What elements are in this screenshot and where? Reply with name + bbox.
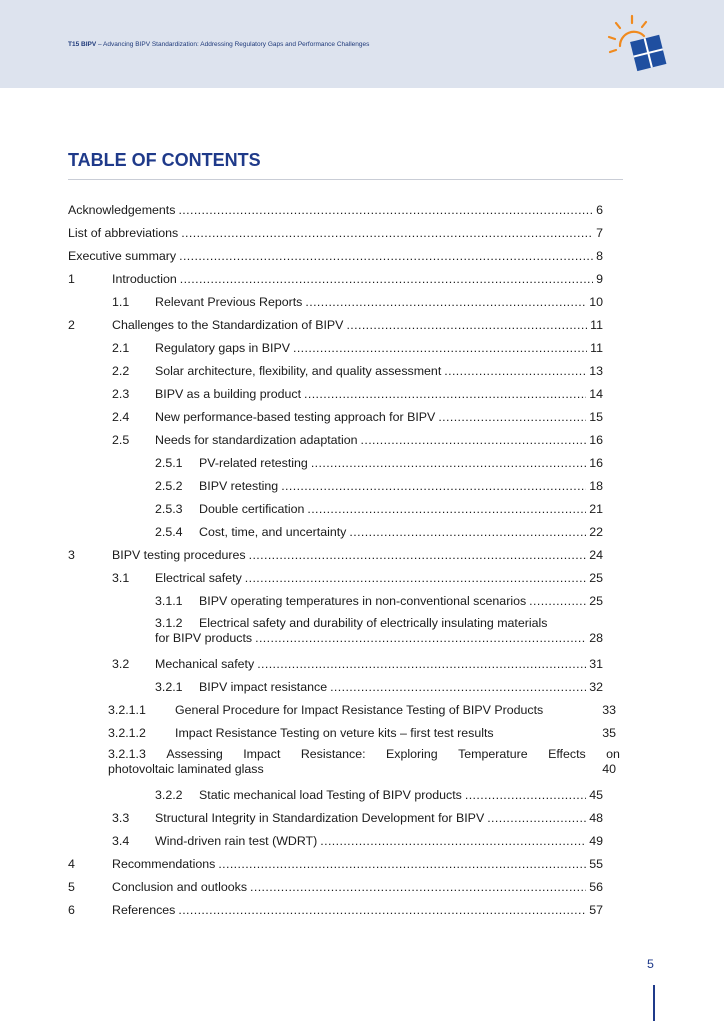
toc-entry-page: 10 <box>589 295 603 309</box>
toc-leader-dots <box>346 318 587 332</box>
toc-entry-number: 2.5.2 <box>155 479 183 493</box>
toc-entry[interactable] <box>112 295 603 309</box>
toc-leader-dots <box>311 456 586 470</box>
toc-entry-title: BIPV retesting <box>199 479 279 493</box>
toc-entry-page: 33 <box>602 703 616 717</box>
toc-entry-title: Executive summary <box>68 249 177 263</box>
toc-entry-number: 3.3 <box>112 811 130 825</box>
toc-entry-page: 16 <box>589 456 603 470</box>
toc-entry-title: Wind-driven rain test (WDRT) <box>155 834 318 848</box>
toc-leader-dots <box>180 272 593 286</box>
toc-leader-dots <box>361 433 587 447</box>
toc-entry-title: References <box>112 903 176 917</box>
toc-leader-dots <box>178 903 586 917</box>
toc-leader-dots <box>218 857 586 871</box>
toc-entry-number: 4 <box>68 857 75 871</box>
toc-entry[interactable] <box>68 903 603 917</box>
toc-entry-number: 2.2 <box>112 364 130 378</box>
toc-entry-page: 15 <box>589 410 603 424</box>
toc-leader-dots <box>178 203 593 217</box>
toc-leader-dots <box>444 364 586 378</box>
toc-entry-title: Cost, time, and uncertainty <box>199 525 347 539</box>
toc-entry-title: BIPV operating temperatures in non-conventional scenarios <box>199 594 527 608</box>
toc-entry-title: Solar architecture, flexibility, and quality assessment <box>155 364 442 378</box>
toc-entry[interactable] <box>112 387 603 401</box>
toc-entry-number: 3.4 <box>112 834 130 848</box>
header-band <box>0 0 724 88</box>
toc-entry-page: 28 <box>589 631 603 645</box>
toc-entry-number: 2.1 <box>112 341 130 355</box>
toc-entry-title-word: Resistance: <box>300 747 366 761</box>
toc-entry-number: 2.4 <box>112 410 130 424</box>
toc-leader-dots <box>307 502 586 516</box>
toc-entry-title: Mechanical safety <box>155 657 255 671</box>
page-number-bar <box>653 985 655 1021</box>
toc-entry-page: 48 <box>589 811 603 825</box>
toc-entry-number: 3.2.1.3 <box>108 747 146 761</box>
toc-entry-page: 11 <box>590 341 603 355</box>
toc-entry-number: 2.5.4 <box>155 525 183 539</box>
toc-entry-number: 3.2.1 <box>155 680 183 694</box>
toc-entry-number: 3.2.1.1 <box>108 703 146 717</box>
toc-entry-line-2 <box>108 762 620 777</box>
toc-entry[interactable] <box>155 456 603 470</box>
toc-entry-number: 2.5.3 <box>155 502 183 516</box>
toc-entry-title: Relevant Previous Reports <box>155 295 303 309</box>
toc-entry-page: 9 <box>596 272 603 286</box>
toc-entry-title: Recommendations <box>112 857 216 871</box>
toc-entry-page: 6 <box>596 203 603 217</box>
toc-entry[interactable] <box>155 594 603 608</box>
toc-entry[interactable] <box>68 203 603 217</box>
toc-entry-number: 3.2.1.2 <box>108 726 146 740</box>
toc-entry[interactable] <box>112 811 603 825</box>
toc-entry-title: Structural Integrity in Standardization Development for BIPV <box>155 811 485 825</box>
toc-entry-number: 3 <box>68 548 75 562</box>
toc-entry[interactable] <box>155 502 603 516</box>
toc-leader-dots <box>465 788 586 802</box>
toc-entry-page: 25 <box>589 594 603 608</box>
toc-entry-page: 56 <box>589 880 603 894</box>
toc-entry-number: 3.1 <box>112 571 130 585</box>
toc-entry-title-word: Effects <box>548 747 586 761</box>
toc-leader-dots <box>249 548 587 562</box>
toc-entry-title: Electrical safety and durability of electrically insulating materials <box>199 616 548 630</box>
toc-entry-title-word: Exploring <box>386 747 438 761</box>
toc-entry[interactable] <box>68 857 603 871</box>
toc-entry-title: Challenges to the Standardization of BIPV <box>112 318 344 332</box>
toc-entry-page: 21 <box>589 502 603 516</box>
toc-entry-line-2 <box>155 631 603 646</box>
toc-entry[interactable] <box>155 525 603 539</box>
toc-entry-title: Static mechanical load Testing of BIPV products <box>199 788 462 802</box>
toc-entry-title: BIPV impact resistance <box>199 680 328 694</box>
toc-leader-dots <box>305 295 586 309</box>
toc-entry-number: 1.1 <box>112 295 130 309</box>
toc-entry-page: 32 <box>589 680 603 694</box>
toc-entry-number: 6 <box>68 903 75 917</box>
toc-entry[interactable] <box>68 318 603 332</box>
toc-entry-number: 2 <box>68 318 75 332</box>
toc-entry-title-word: Assessing <box>166 747 223 761</box>
toc-entry[interactable] <box>108 747 620 777</box>
running-header-bold: T15 BIPV <box>68 41 97 48</box>
toc-leader-dots <box>179 249 593 263</box>
toc-entry-title-word: Impact <box>243 747 281 761</box>
toc-entry[interactable] <box>155 616 613 646</box>
toc-leader-dots <box>255 631 586 646</box>
toc-entry[interactable] <box>68 548 603 562</box>
toc-leader-dots <box>245 571 586 585</box>
toc-entry-number: 3.2.2 <box>155 788 183 802</box>
toc-entry-title-continued: for BIPV products <box>155 631 253 645</box>
toc-entry-page: 13 <box>589 364 603 378</box>
toc-entry-title: Electrical safety <box>155 571 242 585</box>
toc-leader-dots <box>181 226 593 240</box>
toc-leader-dots <box>250 880 586 894</box>
toc-entry-title: PV-related retesting <box>199 456 308 470</box>
toc-entry[interactable] <box>112 657 603 671</box>
toc-entry[interactable] <box>108 703 620 717</box>
toc-entry-page: 45 <box>589 788 603 802</box>
title-divider <box>68 179 623 180</box>
toc-entry[interactable] <box>108 726 620 740</box>
toc-entry-page: 25 <box>589 571 603 585</box>
toc-entry-page: 18 <box>589 479 603 493</box>
toc-entry-title: Double certification <box>199 502 305 516</box>
toc-entry[interactable] <box>68 880 603 894</box>
toc-entry-page: 7 <box>596 226 603 240</box>
toc-entry-page: 40 <box>602 762 616 776</box>
toc-entry-title: List of abbreviations <box>68 226 179 240</box>
toc-entry-title: Regulatory gaps in BIPV <box>155 341 290 355</box>
toc-entry-page: 11 <box>590 318 603 332</box>
toc-entry-number: 3.1.1 <box>155 594 183 608</box>
toc-entry-title: BIPV as a building product <box>155 387 302 401</box>
toc-entry[interactable] <box>68 272 603 286</box>
toc-leader-dots <box>529 594 586 608</box>
toc-entry-title: Needs for standardization adaptation <box>155 433 358 447</box>
toc-entry-page: 55 <box>589 857 603 871</box>
toc-entry-page: 31 <box>589 657 603 671</box>
toc-entry-title: New performance-based testing approach for BIPV <box>155 410 436 424</box>
toc-entry-line-1 <box>155 616 613 631</box>
toc-entry[interactable] <box>68 226 603 240</box>
toc-leader-dots <box>438 410 586 424</box>
toc-entry-number: 3.1.2 <box>155 616 183 630</box>
toc-entry[interactable] <box>155 680 603 694</box>
toc-entry-title-word: on <box>606 747 620 761</box>
page-number: 5 <box>647 957 654 971</box>
toc-entry-number: 1 <box>68 272 75 286</box>
toc-entry[interactable] <box>112 433 603 447</box>
sun-solar-panel-icon <box>606 14 670 76</box>
toc-entry-page: 16 <box>589 433 603 447</box>
toc-entry[interactable] <box>112 364 603 378</box>
toc-entry-number: 5 <box>68 880 75 894</box>
toc-leader-dots <box>293 341 587 355</box>
toc-entry-number: 2.3 <box>112 387 130 401</box>
toc-entry-number: 2.5 <box>112 433 130 447</box>
toc-entry-title: Acknowledgements <box>68 203 176 217</box>
toc-leader-dots <box>257 657 586 671</box>
toc-leader-dots <box>304 387 586 401</box>
toc-entry-page: 14 <box>589 387 603 401</box>
running-header-text: – Advancing BIPV Standardization: Addressing Regulatory Gaps and Performance Challenges <box>96 41 370 48</box>
toc-entry-title: Conclusion and outlooks <box>112 880 248 894</box>
toc-entry[interactable] <box>155 788 603 802</box>
toc-entry-title: General Procedure for Impact Resistance Testing of BIPV Products <box>175 703 544 717</box>
toc-entry-line-1 <box>108 747 620 762</box>
toc-entry-page: 35 <box>602 726 616 740</box>
toc-entry[interactable] <box>112 834 603 848</box>
toc-entry-page: 22 <box>589 525 603 539</box>
toc-title: TABLE OF CONTENTS <box>68 150 261 170</box>
toc-entry-page: 8 <box>596 249 603 263</box>
toc-entry-page: 49 <box>589 834 603 848</box>
toc-leader-dots <box>320 834 586 848</box>
toc-entry-title: Impact Resistance Testing on veture kits – first test results <box>175 726 494 740</box>
toc-entry[interactable] <box>68 249 603 263</box>
toc-leader-dots <box>349 525 586 539</box>
toc-entry-title: BIPV testing procedures <box>112 548 246 562</box>
running-header <box>68 41 369 48</box>
toc-entry-title: Introduction <box>112 272 177 286</box>
toc-leader-dots <box>330 680 586 694</box>
toc-entry[interactable] <box>112 341 603 355</box>
toc-leader-dots <box>487 811 586 825</box>
toc-entry-title-continued: photovoltaic laminated glass <box>108 762 264 776</box>
toc-entry-page: 57 <box>589 903 603 917</box>
toc-entry-title-word: Temperature <box>458 747 528 761</box>
toc-entry-number: 2.5.1 <box>155 456 183 470</box>
toc-leader-dots <box>281 479 586 493</box>
toc-entry[interactable] <box>112 410 603 424</box>
toc-entry[interactable] <box>155 479 603 493</box>
toc-entry[interactable] <box>112 571 603 585</box>
toc-entry-page: 24 <box>589 548 603 562</box>
toc-entry-number: 3.2 <box>112 657 130 671</box>
